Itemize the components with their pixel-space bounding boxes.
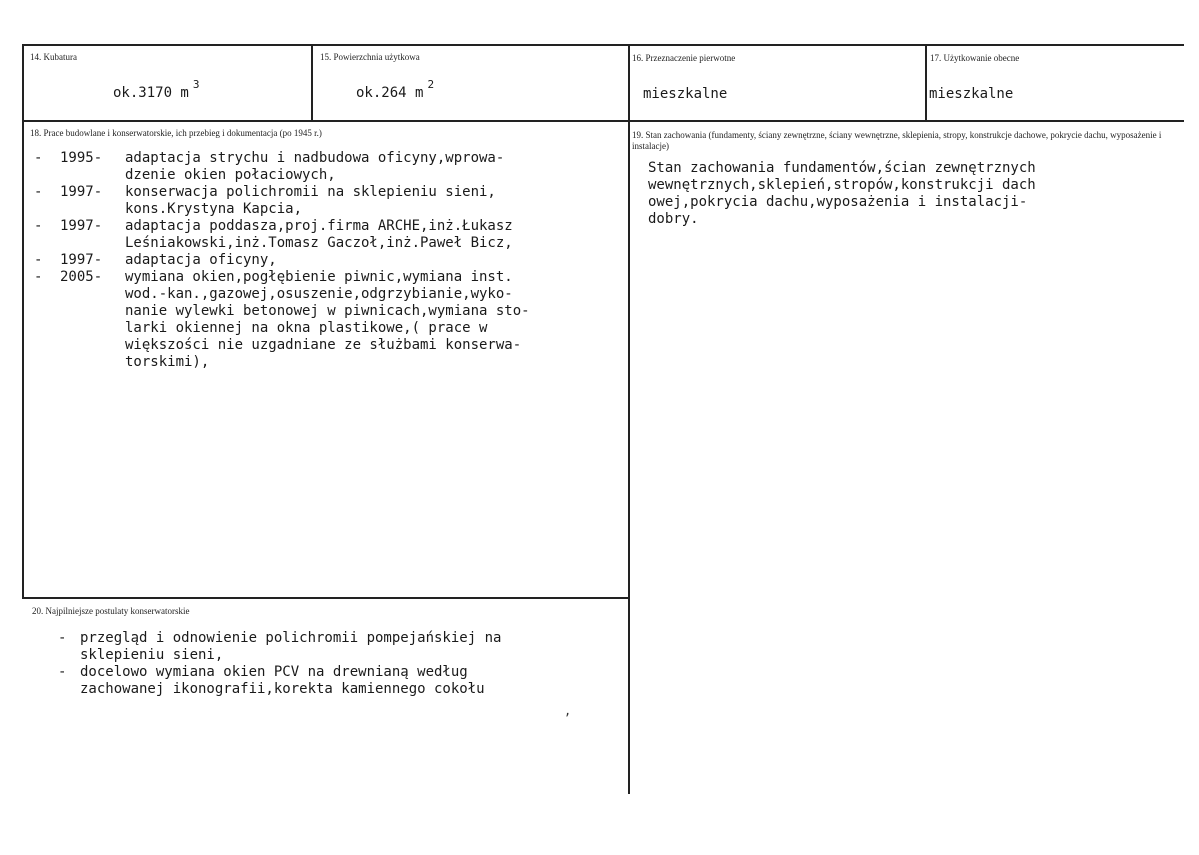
field17-value: mieszkalne	[929, 86, 1014, 102]
list-dash: -	[34, 269, 43, 285]
list-dash: -	[34, 218, 43, 234]
entry-text: adaptacja strychu i nadbudowa oficyny,wprowa- dzenie okien połaciowych,	[125, 150, 505, 183]
list-dash: -	[58, 664, 67, 680]
field16-value: mieszkalne	[643, 86, 728, 102]
list-dash: -	[34, 184, 43, 200]
divider-16-17	[925, 44, 927, 121]
entry-text: docelowo wymiana okien PCV na drewnianą według zachowanej ikonografii,korekta kamiennego cokołu	[80, 664, 485, 697]
list-dash: -	[34, 252, 43, 268]
field16-label: 16. Przeznaczenie pierwotne	[632, 53, 736, 63]
field20-label: 20. Najpilniejsze postulaty konserwatorskie	[32, 606, 190, 616]
field17-label: 17. Użytkowanie obecne	[930, 53, 1020, 63]
list-item	[58, 630, 618, 664]
field20-trailing-comma: ,	[564, 704, 572, 718]
field20-entries	[58, 630, 618, 698]
top-border	[22, 44, 1184, 46]
field15-unit-exponent: 2	[427, 78, 435, 91]
entry-text: adaptacja oficyny,	[125, 252, 277, 268]
field15-value-text: ok.264 m	[356, 85, 424, 101]
list-dash: -	[34, 150, 43, 166]
list-item	[30, 269, 620, 371]
field14-value-text: ok.3170 m	[113, 85, 189, 101]
field14-value	[113, 78, 199, 101]
row1-bottom-border	[22, 120, 1184, 122]
field15-label: 15. Powierzchnia użytkowa	[320, 52, 420, 62]
entry-text: wymiana okien,pogłębienie piwnic,wymiana inst. wod.-kan.,gazowej,osuszenie,odgrzybianie,wyko- nanie wylewki betonowej w piwnicach,wymiana sto- larki okiennej na okna plastikowe,( prace w większości nie uzgadniane ze służbami konserwa- torskimi),	[125, 269, 530, 370]
field18-label: 18. Prace budowlane i konserwatorskie, ich przebieg i dokumentacja (po 1945 r.)	[30, 128, 322, 138]
field15-value	[356, 78, 434, 101]
divider-14-15	[311, 44, 313, 121]
field19-text: Stan zachowania fundamentów,ścian zewnętrznych wewnętrznych,sklepień,stropów,konstrukcji dach owej,pokrycia dachu,wyposażenia i instalacji- dobry.	[648, 160, 1036, 227]
list-item	[30, 184, 620, 218]
list-item	[30, 252, 620, 269]
field19-label: 19. Stan zachowania (fundamenty, ściany zewnętrzne, ściany wewnętrzne, sklepienia, stropy, konstrukcje dachowe, pokrycie dachu, wyposażenie i instalacje)	[632, 130, 1162, 151]
list-item	[58, 664, 618, 698]
list-item	[30, 218, 620, 252]
field18-entries	[30, 150, 620, 371]
entry-year: 1997-	[60, 184, 103, 200]
left-border	[22, 44, 24, 599]
list-item	[30, 150, 620, 184]
entry-text: konserwacja polichromii na sklepieniu sieni, kons.Krystyna Kapcia,	[125, 184, 496, 217]
entry-text: adaptacja poddasza,proj.firma ARCHE,inż.Łukasz Leśniakowski,inż.Tomasz Gaczoł,inż.Paweł Bicz,	[125, 218, 513, 251]
field20-top-border	[22, 597, 630, 599]
entry-year: 2005-	[60, 269, 103, 285]
field14-label: 14. Kubatura	[30, 52, 77, 62]
list-dash: -	[58, 630, 67, 646]
entry-year: 1997-	[60, 218, 103, 234]
entry-year: 1995-	[60, 150, 103, 166]
field14-unit-exponent: 3	[192, 78, 200, 91]
entry-year: 1997-	[60, 252, 103, 268]
entry-text: przegląd i odnowienie polichromii pompejańskiej na sklepieniu sieni,	[80, 630, 502, 663]
divider-main	[628, 44, 630, 794]
